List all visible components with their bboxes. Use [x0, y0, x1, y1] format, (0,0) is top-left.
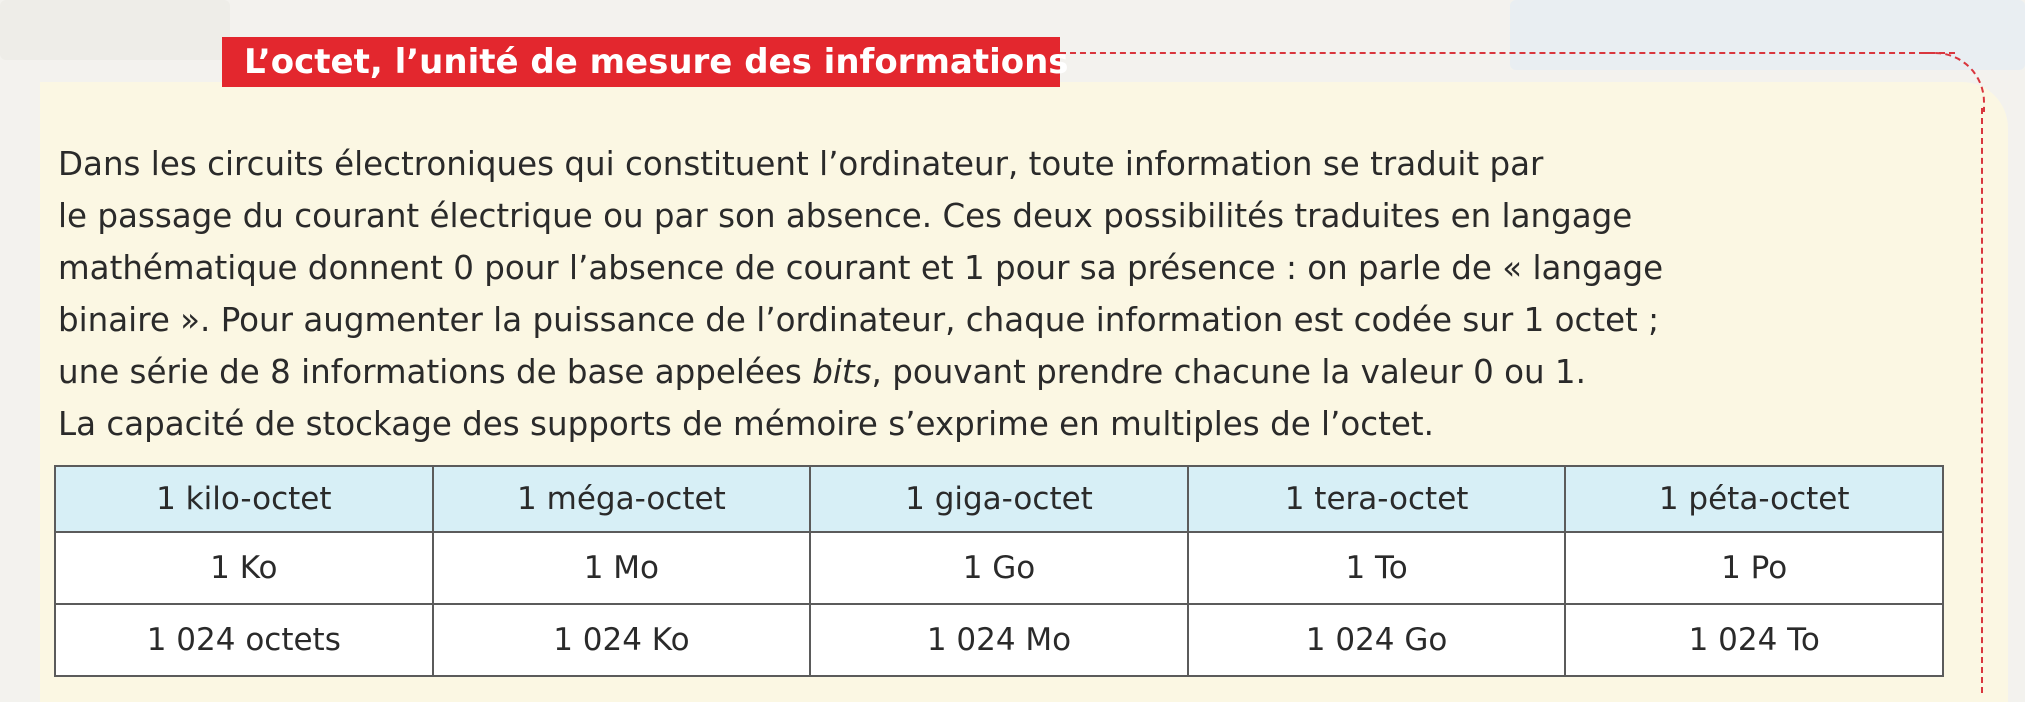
table-cell: 1 024 Ko [433, 604, 811, 676]
table-cell: 1 024 To [1565, 604, 1943, 676]
text-run: , pouvant prendre chacune la valeur 0 ou 1. [871, 353, 1586, 391]
table-cell: 1 024 octets [55, 604, 433, 676]
paragraph-line: Dans les circuits électroniques qui constituent l’ordinateur, toute information se traduit par [58, 145, 1544, 183]
column-header: 1 péta-octet [1565, 466, 1943, 532]
text-run: une série de 8 informations de base appelées [58, 353, 813, 391]
column-header: 1 giga-octet [810, 466, 1188, 532]
background-show-through [0, 0, 230, 60]
table-cell: 1 Go [810, 532, 1188, 604]
body-paragraph [58, 138, 1958, 450]
dashed-border-top [1060, 52, 1955, 54]
column-header: 1 kilo-octet [55, 466, 433, 532]
paragraph-line: La capacité de stockage des supports de mémoire s’exprime en multiples de l’octet. [58, 405, 1434, 443]
table-cell: 1 To [1188, 532, 1566, 604]
paragraph-line: mathématique donnent 0 pour l’absence de courant et 1 pour sa présence : on parle de « langage [58, 249, 1664, 287]
paragraph-line [58, 346, 1958, 398]
table-cell: 1 024 Mo [810, 604, 1188, 676]
table-cell: 1 024 Go [1188, 604, 1566, 676]
paragraph-line: binaire ». Pour augmenter la puissance de l’ordinateur, chaque information est codée sur 1 octet ; [58, 301, 1660, 339]
storage-units-table [54, 465, 1944, 677]
paragraph-line: le passage du courant électrique ou par son absence. Ces deux possibilités traduites en langage [58, 197, 1633, 235]
column-header: 1 tera-octet [1188, 466, 1566, 532]
table-cell: 1 Po [1565, 532, 1943, 604]
section-title: L’octet, l’unité de mesure des informations [222, 37, 1060, 87]
bits-term: bits [812, 353, 872, 391]
table-header-row [55, 466, 1943, 532]
table-cell: 1 Mo [433, 532, 811, 604]
table-row-symbols [55, 532, 1943, 604]
dashed-border-right [1981, 108, 1983, 693]
table-row-equivalents [55, 604, 1943, 676]
column-header: 1 méga-octet [433, 466, 811, 532]
table-cell: 1 Ko [55, 532, 433, 604]
